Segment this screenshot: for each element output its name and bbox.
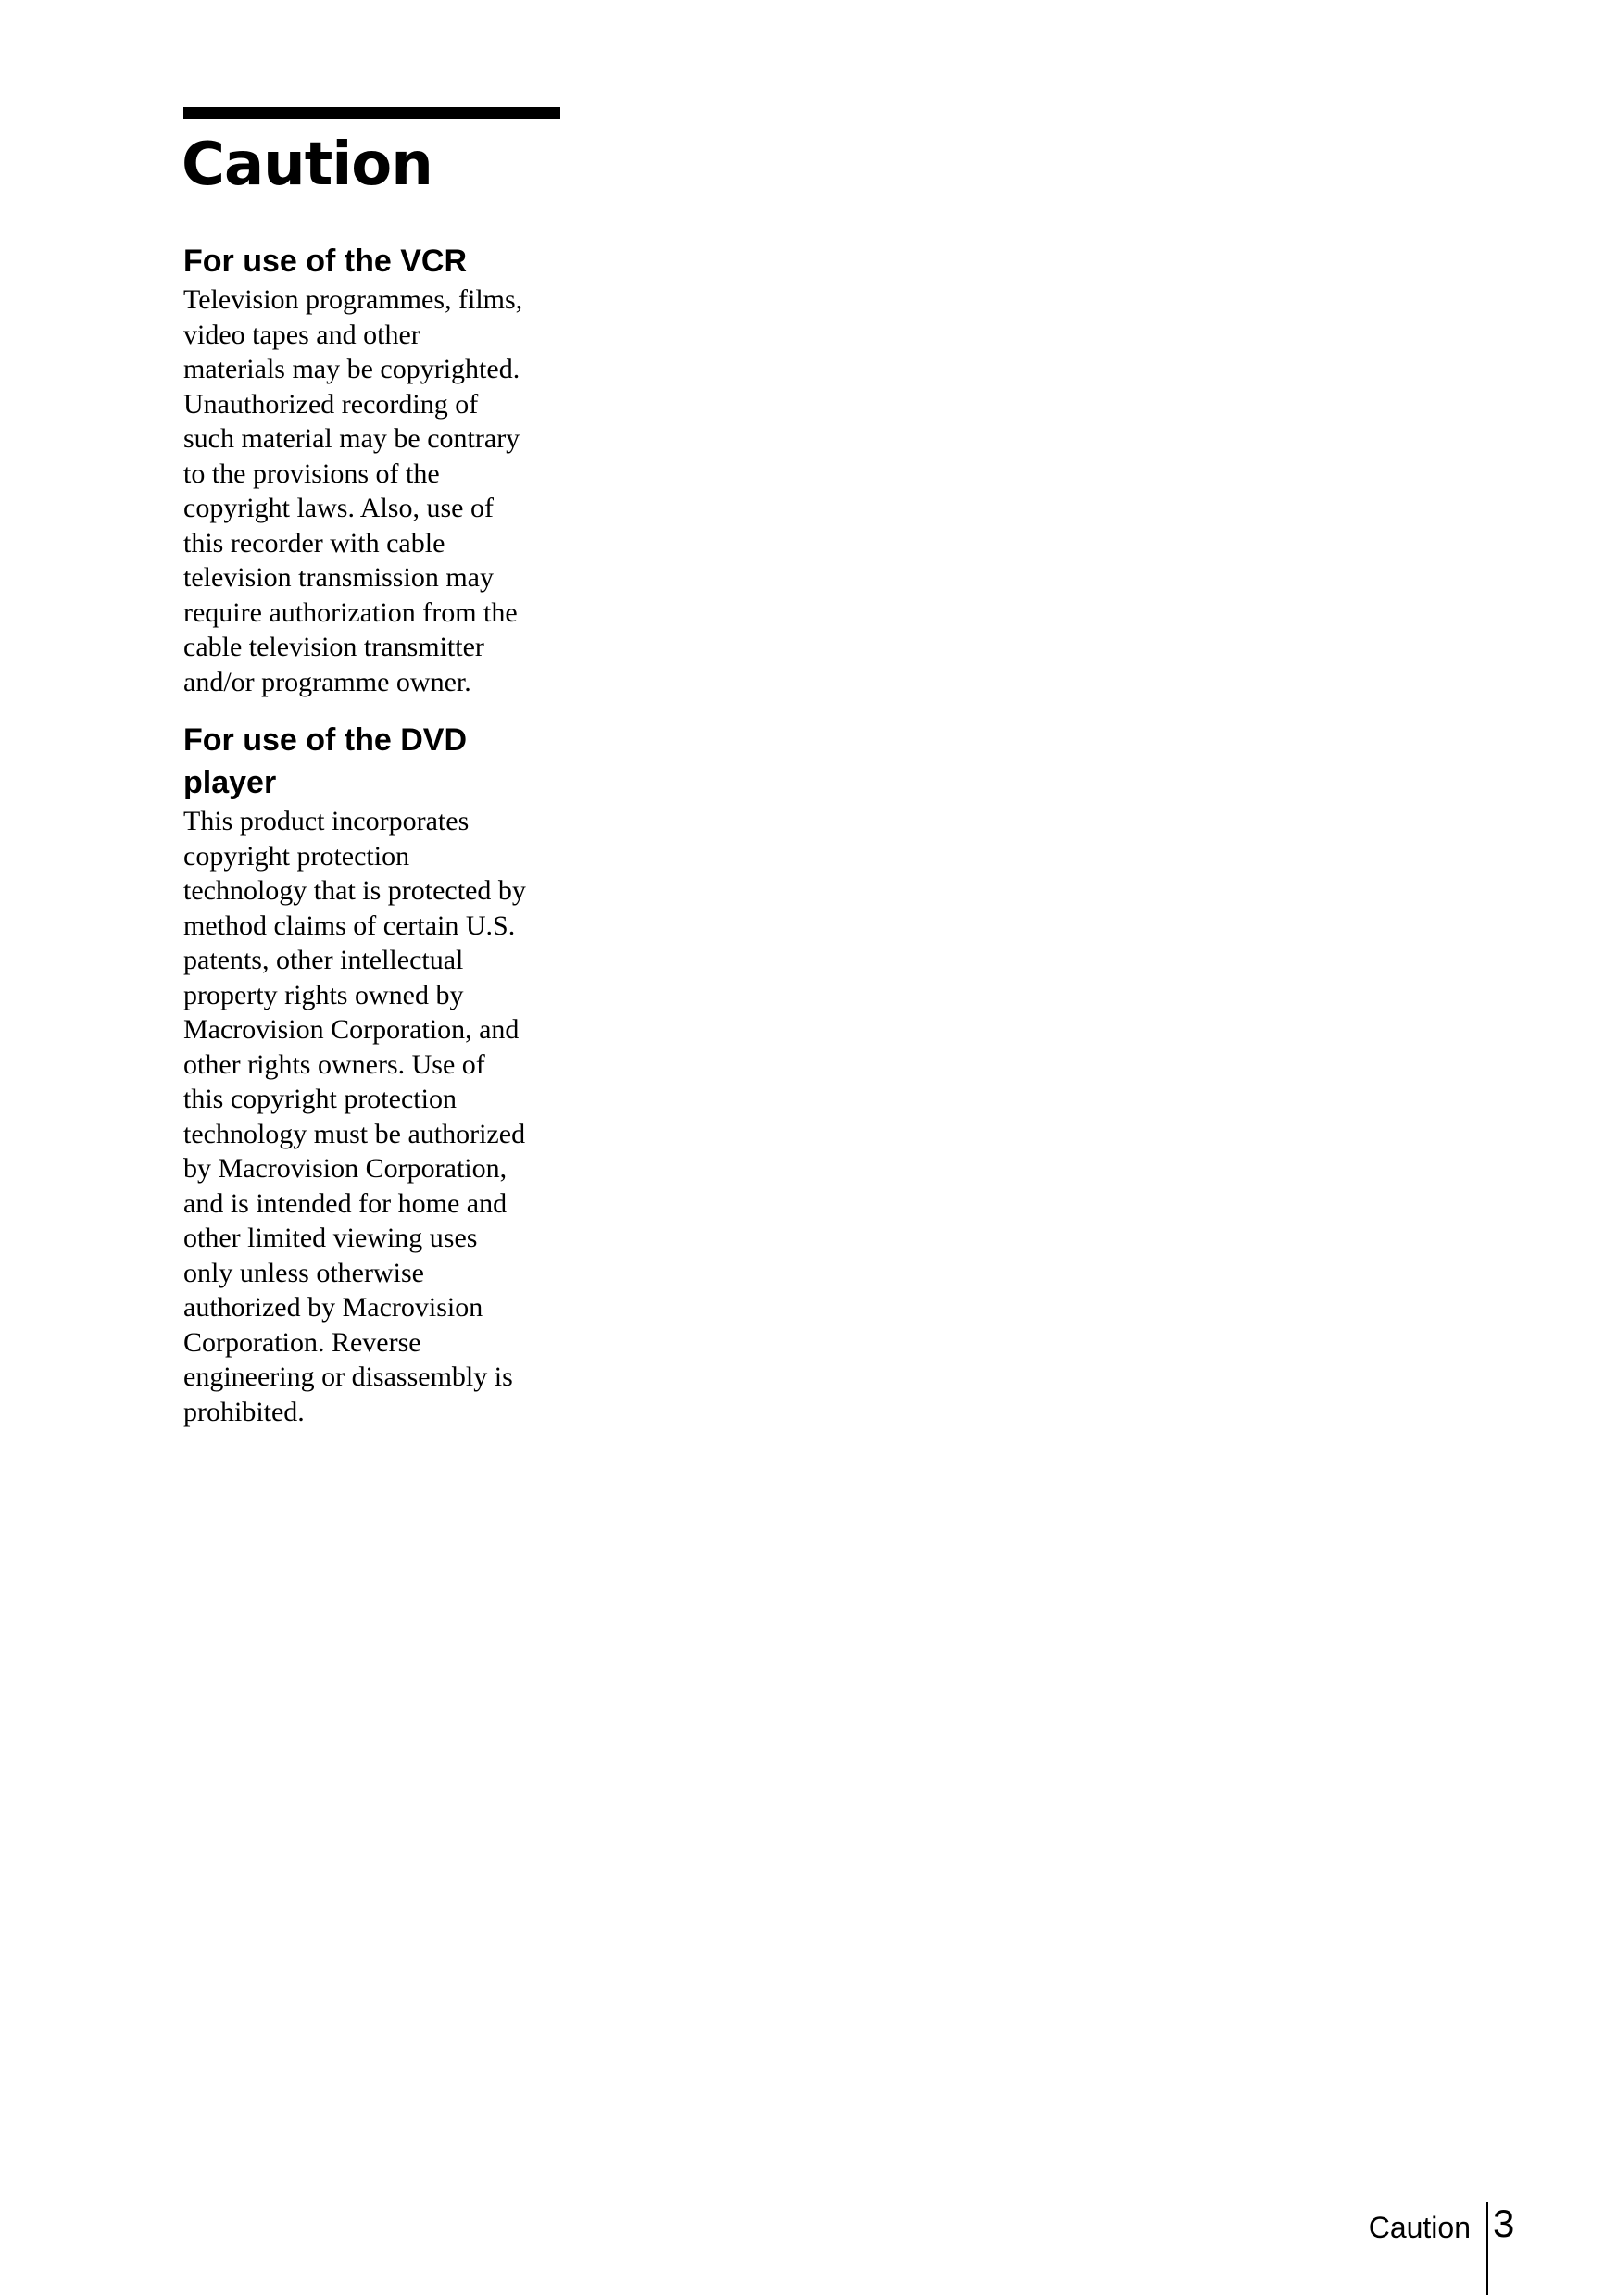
title-rule — [183, 107, 560, 119]
page-title: Caution — [182, 131, 432, 199]
section-heading-dvd: For use of the DVD player — [183, 722, 468, 800]
page-number: 3 — [1493, 2202, 1515, 2245]
section-heading-vcr: For use of the VCR — [183, 244, 468, 279]
section-dvd — [183, 719, 572, 1429]
footer-section-label: Caution — [1368, 2211, 1471, 2244]
footer-divider — [1486, 2202, 1488, 2295]
section-body-vcr: Television programmes, films, video tapes and other materials may be copyrighted. Unauthorized recording of such material may be contrary to the provisions of the copyright laws. Also, use of this recorder with cable television transmission may require authorization from the cable television transmitter and/or programme owner. — [183, 284, 523, 697]
section-body-dvd: This product incorporates copyright protection technology that is protected by method claims of certain U.S. patents, other intellectual property rights owned by Macrovision Corporation, and other rights owners. Use of this copyright protection technology must be authorized by Macrovision Corporation, and is intended for home and other limited viewing uses only unless otherwise authorized by Macrovision Corporation. Reverse engineering or disassembly is prohibited. — [183, 806, 526, 1427]
section-vcr — [183, 240, 572, 699]
